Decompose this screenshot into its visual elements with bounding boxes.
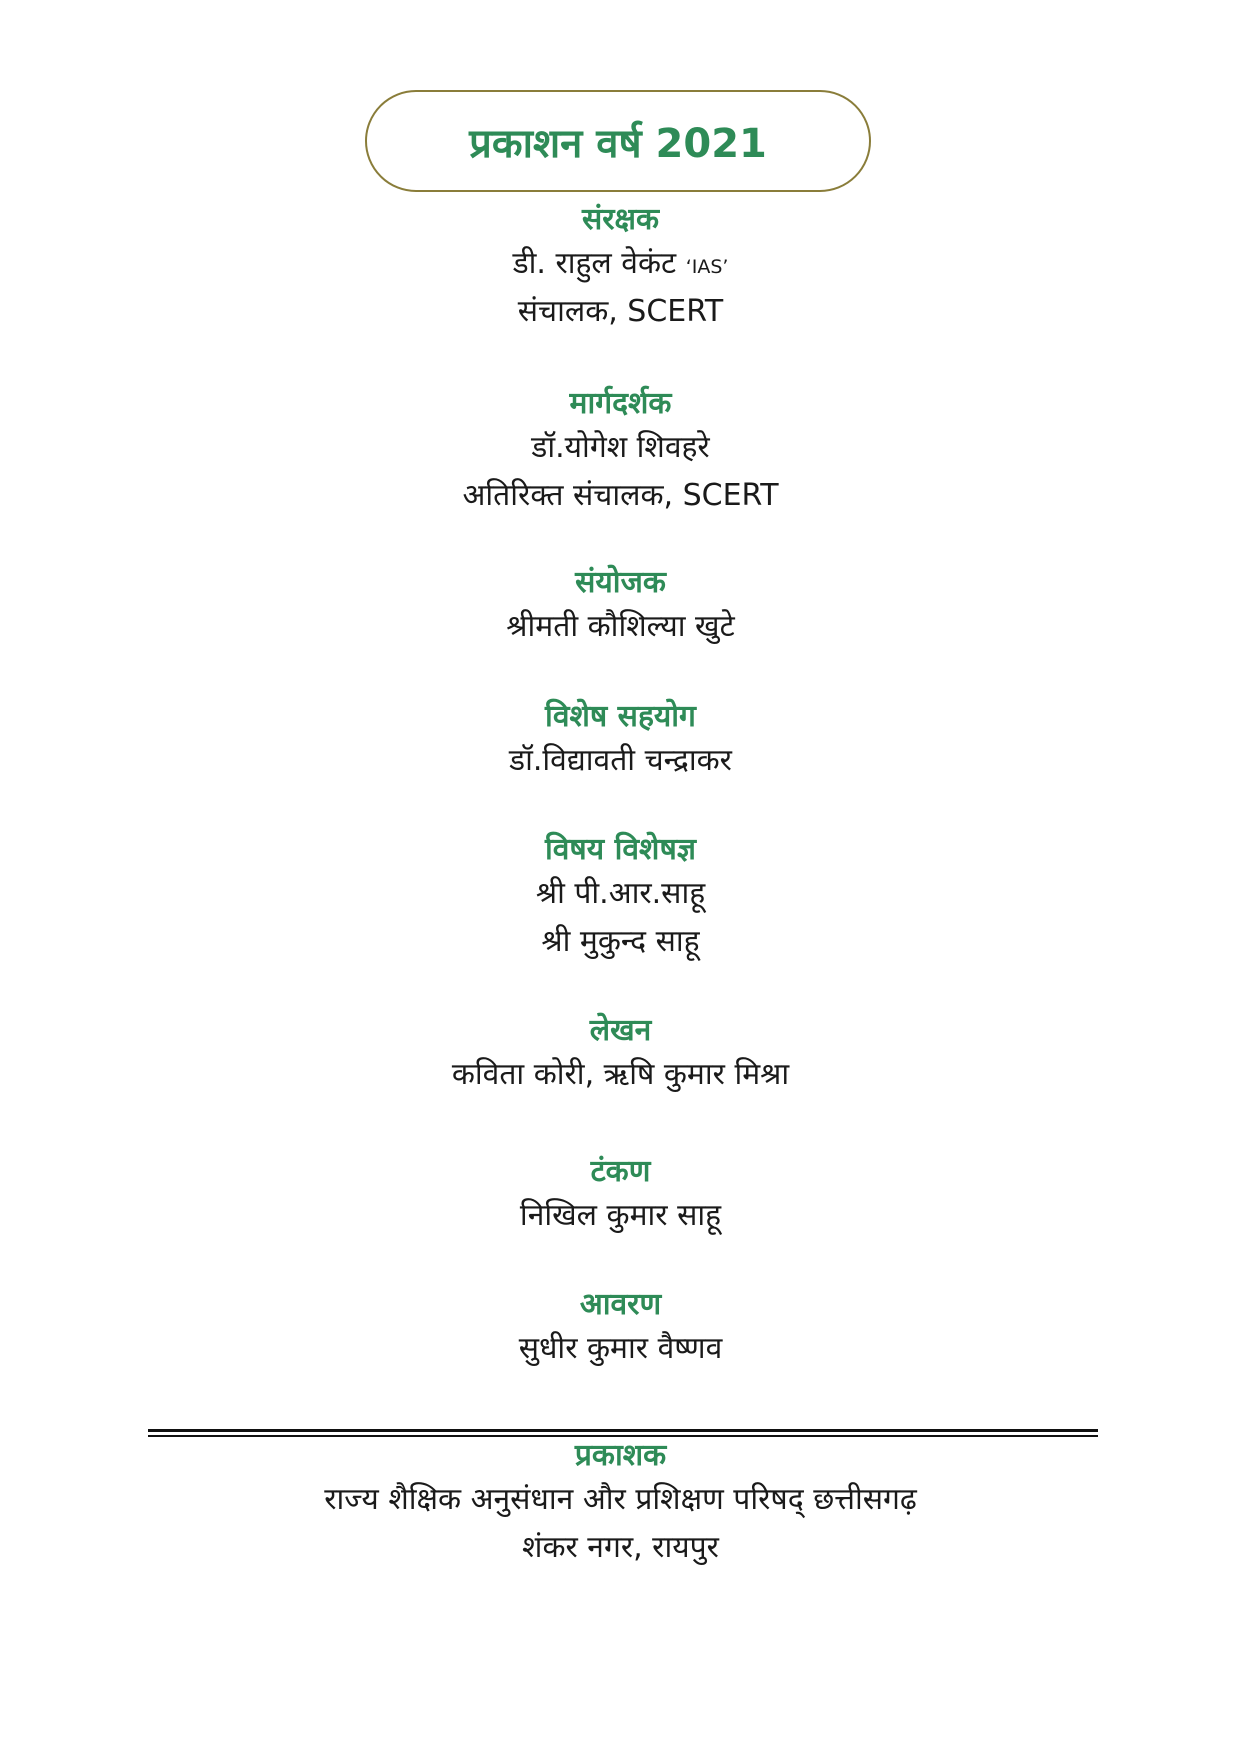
typing-name: निखिल कुमार साहू bbox=[519, 1198, 722, 1233]
page-title: प्रकाशन वर्ष 2021 bbox=[469, 120, 767, 167]
patron-ias-suffix: ‘IAS’ bbox=[685, 256, 729, 278]
publisher-heading: प्रकाशक bbox=[574, 1438, 667, 1473]
guide-name: डॉ.योगेश शिवहरे bbox=[531, 430, 710, 465]
cover-name: सुधीर कुमार वैष्णव bbox=[518, 1331, 723, 1366]
guide-designation: अतिरिक्त संचालक, SCERT bbox=[462, 478, 779, 513]
subject-expert-name: श्री पी.आर.साहू bbox=[535, 876, 706, 911]
cover-section bbox=[0, 1285, 1241, 1373]
writing-heading: लेखन bbox=[589, 1013, 652, 1048]
writing-names: कविता कोरी, ऋषि कुमार मिश्रा bbox=[451, 1057, 790, 1092]
patron-name-line bbox=[0, 240, 1241, 288]
writing-section bbox=[0, 1011, 1241, 1099]
publisher-organization: राज्य शैक्षिक अनुसंधान और प्रशिक्षण परिषद् छत्तीसगढ़ bbox=[324, 1482, 917, 1517]
title-box bbox=[365, 90, 871, 192]
coordinator-heading: संयोजक bbox=[575, 565, 666, 600]
guide-section bbox=[0, 384, 1241, 520]
typing-section bbox=[0, 1152, 1241, 1240]
publisher-section bbox=[0, 1436, 1241, 1572]
subject-experts-heading: विषय विशेषज्ञ bbox=[544, 832, 697, 867]
guide-heading: मार्गदर्शक bbox=[569, 386, 672, 421]
cover-heading: आवरण bbox=[579, 1287, 662, 1322]
divider-line bbox=[148, 1429, 1098, 1432]
coordinator-name: श्रीमती कौशिल्या खुटे bbox=[506, 609, 735, 644]
subject-experts-section bbox=[0, 830, 1241, 966]
patron-heading: संरक्षक bbox=[581, 202, 660, 237]
typing-heading: टंकण bbox=[590, 1154, 651, 1189]
patron-section bbox=[0, 200, 1241, 336]
patron-name: डी. राहुल वेकंट bbox=[512, 246, 686, 281]
publisher-address: शंकर नगर, रायपुर bbox=[522, 1530, 719, 1565]
subject-expert-name: श्री मुकुन्द साहू bbox=[541, 924, 700, 959]
patron-designation: संचालक, SCERT bbox=[517, 294, 724, 329]
special-support-heading: विशेष सहयोग bbox=[545, 699, 696, 734]
special-support-name: डॉ.विद्यावती चन्द्राकर bbox=[509, 743, 732, 778]
coordinator-section bbox=[0, 563, 1241, 651]
special-support-section bbox=[0, 697, 1241, 785]
